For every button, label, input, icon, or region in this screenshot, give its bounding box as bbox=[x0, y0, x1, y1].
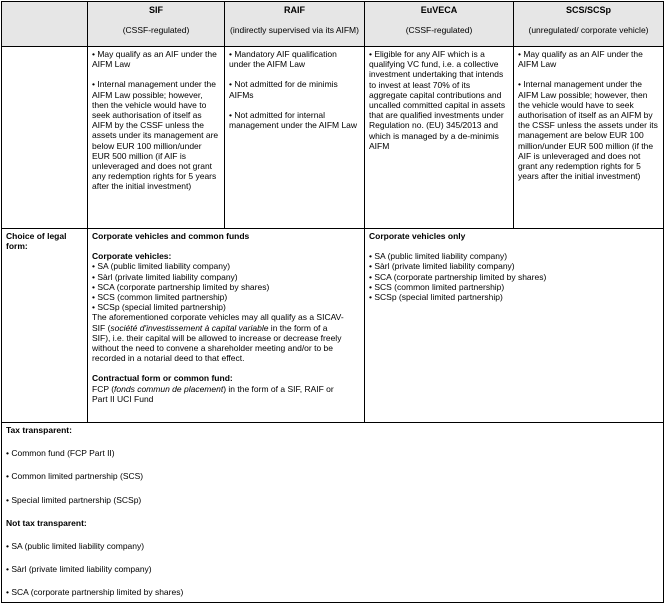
bullet: • Internal management under the AIFM Law possible; however, then the vehicle would have to seek authorisation of itself as AIFM by the CSSF unless the assets under its management are below EUR 100 million/under EUR 500 million (if AIF is unleveraged and does not grant any redemption rights for 5 years after the initial investment) bbox=[92, 79, 219, 192]
sub-heading: Corporate vehicles: bbox=[92, 251, 172, 262]
header-sub: (indirectly supervised via its AIFM) bbox=[230, 25, 359, 36]
tax-row bbox=[2, 423, 664, 603]
aifm-row-label bbox=[2, 47, 88, 229]
list-item: • Common limited partnership (SCS) bbox=[6, 471, 144, 482]
list-item: • Special limited partnership (SCSp) bbox=[6, 494, 142, 505]
list-item: • Sàrl (private limited liability company) bbox=[92, 271, 238, 282]
not-tax-transparent-heading: Not tax transparent: bbox=[6, 517, 87, 528]
list-item: • SCS (common limited partnership) bbox=[369, 281, 505, 292]
list-item: • Sàrl (private limited liability company) bbox=[369, 261, 515, 272]
euveca-cell bbox=[365, 47, 514, 229]
tax-transparent-heading: Tax transparent: bbox=[6, 425, 72, 435]
section-heading: Corporate vehicles and common funds bbox=[92, 231, 250, 241]
sicav-paragraph bbox=[92, 312, 344, 363]
bullet: • Not admitted for internal management under the AIFM Law bbox=[229, 109, 358, 131]
italic-term: fonds commun de placement bbox=[114, 383, 224, 394]
header-name: RAIF bbox=[284, 5, 305, 15]
header-sub: (CSSF-regulated) bbox=[405, 25, 473, 36]
bullet: • May qualify as an AIF under the AIFM Law bbox=[92, 49, 217, 70]
bullet: • Not admitted for de minimis AIFMs bbox=[229, 79, 338, 100]
list-item: • SCSp (special limited partnership) bbox=[369, 292, 503, 303]
bullet: • May qualify as an AIF under the AIFM Law bbox=[518, 49, 643, 70]
comparison-table bbox=[1, 1, 664, 603]
contract-heading: Contractual form or common fund: bbox=[92, 373, 233, 384]
aifm-row bbox=[2, 47, 664, 229]
header-name: SCS/SCSp bbox=[565, 5, 611, 15]
section-heading: Corporate vehicles only bbox=[369, 231, 466, 241]
header-euveca bbox=[365, 2, 514, 47]
text-part: in the form of a SIF), i.e. their capital will be allowed to increase or decrease freely without the need to convene a shareholder meeting and/or to be recorded in a notarial deed to that effect. bbox=[92, 322, 342, 364]
scs-cell bbox=[514, 47, 664, 229]
legal-form-left bbox=[88, 229, 365, 423]
list-item: • SCSp (special limited partnership) bbox=[92, 302, 226, 313]
bullet: • Mandatory AIF qualification under the AIFM Law bbox=[229, 49, 337, 70]
list-item: • SCA (corporate partnership limited by shares) bbox=[92, 281, 270, 292]
legal-form-label: Choice of legal form: bbox=[2, 229, 88, 423]
header-scs bbox=[514, 2, 664, 47]
list-item: • Common fund (FCP Part II) bbox=[6, 448, 115, 459]
list-item: • SA (public limited liability company) bbox=[369, 251, 508, 262]
list-item: • Sàrl (private limited liability company) bbox=[6, 564, 152, 575]
raif-cell bbox=[225, 47, 365, 229]
header-sub: (CSSF-regulated) bbox=[122, 25, 190, 36]
header-name: EuVECA bbox=[420, 5, 458, 15]
list-item: • SA (public limited liability company) bbox=[92, 261, 231, 272]
tax-cell bbox=[2, 423, 664, 603]
legal-form-row bbox=[2, 229, 664, 423]
text-part: ) in the form of a SIF, RAIF or Part II UCI Fund bbox=[92, 383, 334, 404]
list-item: • SCA (corporate partnership limited by shares) bbox=[6, 587, 184, 598]
legal-form-right bbox=[365, 229, 664, 423]
header-name: SIF bbox=[148, 5, 163, 15]
header-sif bbox=[88, 2, 225, 47]
text-part: FCP ( bbox=[92, 383, 115, 394]
header-row bbox=[2, 2, 664, 47]
text-part: The aforementioned corporate vehicles may all qualify as a SICAV-SIF ( bbox=[92, 312, 344, 333]
header-sub: (unregulated/ corporate vehicle) bbox=[528, 25, 649, 36]
bullet: • Eligible for any AIF which is a qualifying VC fund, i.e. a collective investment undertaking that intends to invest at least 70% of its aggregate capital contributions and uncalled committed capital in assets that are qualified investments under Regulation no. (EU) 345/2013 and which is managed by a de-minimis AIFM bbox=[369, 49, 506, 151]
list-item: • SCS (common limited partnership) bbox=[92, 292, 228, 303]
list-item: • SA (public limited liability company) bbox=[6, 541, 145, 552]
header-raif bbox=[225, 2, 365, 47]
list-item: • SCA (corporate partnership limited by shares) bbox=[369, 271, 547, 282]
italic-term: société d'investissement à capital variable bbox=[110, 322, 269, 333]
header-empty-cell bbox=[2, 2, 88, 47]
sif-cell bbox=[88, 47, 225, 229]
bullet: • Internal management under the AIFM Law possible; however, then the vehicle would have to seek authorisation of itself as an AIFM by the CSSF unless the assets under its management are below EUR 100 million/under EUR 500 million (if the AIF is unleveraged and does not grant any redemption rights for 5 years after the initial investment) bbox=[518, 79, 658, 182]
fcp-paragraph bbox=[92, 384, 344, 404]
